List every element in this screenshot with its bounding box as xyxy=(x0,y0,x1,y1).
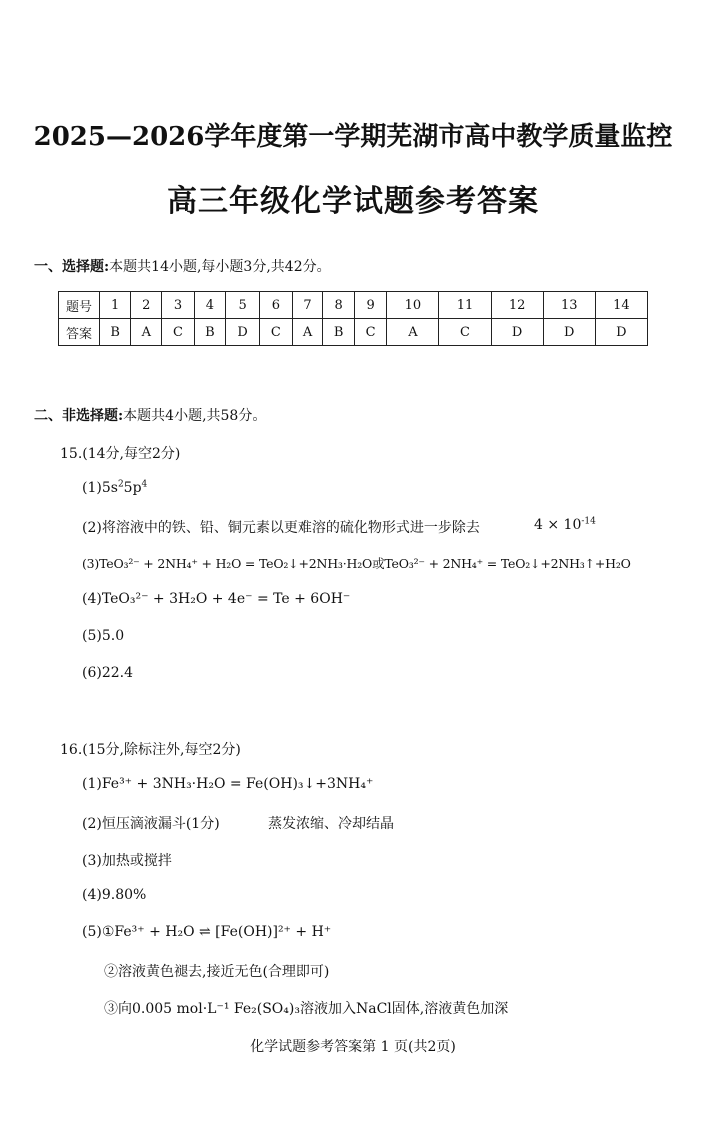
q15-answer-2-value-base: 4 × 10 xyxy=(534,517,582,533)
document-title: 2025—2026学年度第一学期芜湖市高中教学质量监控 xyxy=(33,122,673,152)
table-cell: D xyxy=(543,319,595,346)
q15-answer-2: (2)将溶液中的铁、铅、铜元素以更难溶的硫化物形式进一步除去 xyxy=(82,520,480,536)
q15-answer-1-text: (1)5s xyxy=(82,480,118,496)
answer-table-row-answers xyxy=(59,319,648,346)
table-cell: D xyxy=(595,319,647,346)
table-cell: 13 xyxy=(543,292,595,319)
table-cell: 7 xyxy=(292,292,323,319)
page-footer: 化学试题参考答案第 1 页(共2页) xyxy=(250,1039,456,1055)
table-cell: A xyxy=(131,319,162,346)
q15-answer-1-sup2: 4 xyxy=(141,479,148,490)
table-cell: A xyxy=(387,319,439,346)
table-cell: 11 xyxy=(439,292,491,319)
q15-answer-1 xyxy=(82,480,147,496)
q16-answer-2b: 蒸发浓缩、冷却结晶 xyxy=(268,816,394,832)
section1-heading xyxy=(34,256,331,276)
table-cell: 5 xyxy=(226,292,260,319)
q15-answer-1-sup1: 2 xyxy=(117,479,124,490)
table-row-label: 答案 xyxy=(59,319,100,346)
q16-answer-2: (2)恒压滴液漏斗(1分) xyxy=(82,816,220,832)
section2-heading xyxy=(34,405,266,425)
table-cell: D xyxy=(491,319,543,346)
q15-answer-4: (4)TeO₃²⁻ + 3H₂O + 4e⁻ = Te + 6OH⁻ xyxy=(82,591,351,607)
table-row-label: 题号 xyxy=(59,292,100,319)
table-cell: 14 xyxy=(595,292,647,319)
table-cell: C xyxy=(260,319,293,346)
table-cell: B xyxy=(323,319,354,346)
answer-table-row-numbers xyxy=(59,292,648,319)
document-subtitle: 高三年级化学试题参考答案 xyxy=(167,184,539,219)
q16-answer-4: (4)9.80% xyxy=(82,887,147,903)
table-cell: 3 xyxy=(162,292,195,319)
answer-table xyxy=(58,291,648,346)
table-cell: C xyxy=(162,319,195,346)
table-cell: A xyxy=(292,319,323,346)
section1-heading-label: 一、选择题: xyxy=(34,259,110,275)
table-cell: C xyxy=(354,319,387,346)
table-cell: B xyxy=(100,319,131,346)
table-cell: 6 xyxy=(260,292,293,319)
q15-answer-1-mid: 5p xyxy=(123,480,142,496)
section1-heading-desc: 本题共14小题,每小题3分,共42分。 xyxy=(109,259,331,275)
q15-answer-6: (6)22.4 xyxy=(82,665,134,681)
q16-answer-1: (1)Fe³⁺ + 3NH₃·H₂O = Fe(OH)₃↓+3NH₄⁺ xyxy=(82,776,374,792)
q16-answer-3: (3)加热或搅拌 xyxy=(82,853,172,869)
q16-answer-5-2: ②溶液黄色褪去,接近无色(合理即可) xyxy=(104,964,330,980)
table-cell: 4 xyxy=(194,292,225,319)
table-cell: 1 xyxy=(100,292,131,319)
table-cell: 9 xyxy=(354,292,387,319)
table-cell: B xyxy=(194,319,225,346)
q16-heading: 16.(15分,除标注外,每空2分) xyxy=(60,742,241,758)
q15-answer-2-value-exp: -14 xyxy=(581,516,596,527)
table-cell: 12 xyxy=(491,292,543,319)
q15-heading: 15.(14分,每空2分) xyxy=(60,446,181,462)
table-cell: 2 xyxy=(131,292,162,319)
q15-answer-2-value xyxy=(534,517,596,533)
table-cell: 8 xyxy=(323,292,354,319)
section2-heading-label: 二、非选择题: xyxy=(34,408,124,424)
q15-answer-5: (5)5.0 xyxy=(82,628,125,644)
section2-heading-desc: 本题共4小题,共58分。 xyxy=(123,408,267,424)
table-cell: D xyxy=(226,319,260,346)
table-cell: 10 xyxy=(387,292,439,319)
q15-answer-3: (3)TeO₃²⁻ + 2NH₄⁺ + H₂O = TeO₂↓+2NH₃·H₂O或TeO₃²⁻ + 2NH₄⁺ = TeO₂↓+2NH₃↑+H₂O xyxy=(82,556,631,571)
q16-answer-5-3: ③向0.005 mol·L⁻¹ Fe₂(SO₄)₃溶液加入NaCl固体,溶液黄色加深 xyxy=(104,1001,509,1017)
q16-answer-5: (5)①Fe³⁺ + H₂O ⇌ [Fe(OH)]²⁺ + H⁺ xyxy=(82,924,332,940)
table-cell: C xyxy=(439,319,491,346)
